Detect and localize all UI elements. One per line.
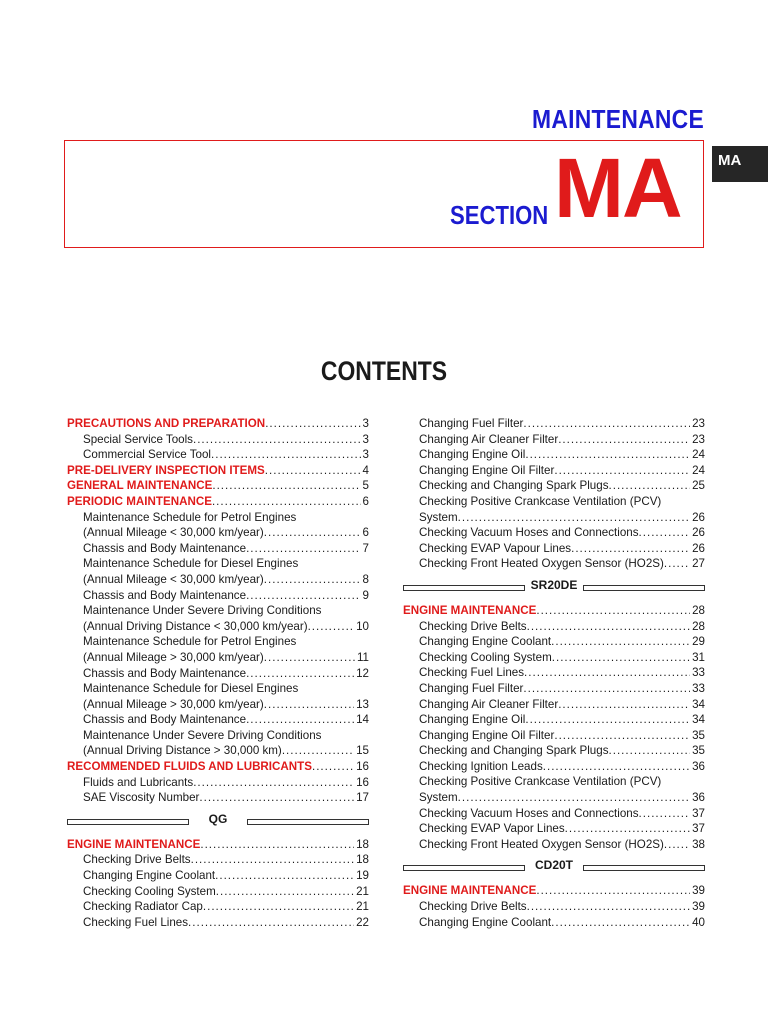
toc-entry-title: Changing Engine Oil Filter: [419, 463, 555, 477]
toc-entry-title: Checking Vacuum Hoses and Connections: [419, 526, 639, 540]
dot-leader: [525, 447, 690, 463]
toc-heading[interactable]: [403, 603, 705, 619]
toc-page-number: 4: [362, 463, 369, 477]
toc-entry[interactable]: [403, 728, 705, 744]
toc-entry-title: GENERAL MAINTENANCE: [67, 479, 213, 493]
dot-leader: [527, 899, 690, 915]
toc-entry-title: Changing Engine Oil Filter: [419, 728, 555, 742]
toc-page-number: 25: [692, 479, 705, 493]
toc-page-number: 5: [362, 479, 369, 493]
toc-page-number: 18: [356, 853, 369, 867]
toc-entry[interactable]: [403, 447, 705, 463]
toc-entry[interactable]: [67, 775, 369, 791]
toc-entry-title: Checking Radiator Cap: [83, 900, 203, 914]
toc-page-number: 6: [362, 494, 369, 508]
toc-heading[interactable]: [67, 837, 369, 853]
dot-leader: [246, 541, 360, 557]
toc-entry-title: (Annual Driving Distance < 30,000 km/year): [83, 619, 308, 633]
toc-page-number: 26: [692, 541, 705, 555]
dot-leader: [639, 525, 691, 541]
toc-page-number: 11: [356, 650, 369, 664]
toc-entry-title: Changing Engine Oil: [419, 713, 526, 727]
toc-page-number: 33: [692, 681, 705, 695]
dot-leader: [609, 478, 691, 494]
toc-entry[interactable]: [67, 915, 369, 931]
toc-page-number: 28: [692, 619, 705, 633]
toc-page-number: 21: [356, 884, 369, 898]
toc-entry-title: PRECAUTIONS AND PREPARATION: [67, 417, 266, 430]
toc-entry-title: Changing Fuel Filter: [419, 681, 524, 695]
toc-entry-title: Chassis and Body Maintenance: [83, 588, 247, 602]
contents-heading: CONTENTS: [320, 356, 448, 386]
toc-entry[interactable]: [403, 665, 705, 681]
toc-entry[interactable]: [67, 666, 369, 682]
toc-entry-title: Commercial Service Tool: [83, 448, 212, 462]
toc-entry: [403, 494, 705, 510]
toc-entry-title: Checking Drive Belts: [419, 619, 527, 633]
toc-entry-title: Checking Drive Belts: [83, 853, 191, 867]
dot-leader: [523, 416, 690, 432]
dot-leader: [551, 634, 690, 650]
dot-leader: [264, 697, 354, 713]
dot-leader: [664, 837, 690, 853]
dot-leader: [536, 603, 690, 619]
toc-entry-title: Maintenance Schedule for Diesel Engines: [83, 557, 299, 571]
dot-leader: [552, 650, 690, 666]
toc-page-number: 16: [356, 775, 369, 789]
toc-entry-title: SAE Viscosity Number: [83, 791, 200, 805]
toc-right-column: [403, 416, 705, 930]
toc-entry-title: Checking Front Heated Oxygen Sensor (HO2S): [419, 557, 664, 571]
toc-heading[interactable]: [67, 463, 369, 479]
toc-entry[interactable]: [403, 759, 705, 775]
toc-page-number: 37: [692, 806, 705, 820]
dot-leader: [216, 884, 354, 900]
dot-leader: [565, 821, 690, 837]
toc-entry-title: Changing Fuel Filter: [419, 417, 524, 430]
dot-leader: [203, 899, 354, 915]
toc-entry[interactable]: [403, 899, 705, 915]
toc-heading[interactable]: [403, 883, 705, 899]
toc-page-number: 9: [362, 588, 369, 602]
toc-entry[interactable]: [67, 790, 369, 806]
toc-entry-title: Checking Ignition Leads: [419, 759, 543, 773]
toc-entry-title: Checking Drive Belts: [419, 900, 527, 914]
dot-leader: [525, 712, 690, 728]
toc-entry-title: PERIODIC MAINTENANCE: [67, 494, 212, 508]
toc-entry[interactable]: [403, 541, 705, 557]
dot-leader: [200, 837, 354, 853]
toc-page-number: 23: [692, 417, 705, 430]
section-tab[interactable]: MA: [712, 146, 768, 182]
dot-leader: [554, 728, 690, 744]
toc-entry[interactable]: [403, 525, 705, 541]
toc-page-number: 15: [356, 744, 369, 758]
toc-entry: [67, 681, 369, 697]
toc-page-number: 8: [362, 572, 369, 586]
dot-leader: [212, 494, 361, 510]
toc-entry-title: RECOMMENDED FLUIDS AND LUBRICANTS: [67, 760, 312, 774]
toc-entry[interactable]: [403, 432, 705, 448]
toc-page-number: 34: [692, 697, 705, 711]
toc-entry[interactable]: [67, 650, 369, 666]
toc-page-number: 19: [356, 869, 369, 883]
toc-entry: [67, 603, 369, 619]
dot-leader: [558, 697, 690, 713]
toc-entry-title: Checking Cooling System: [419, 650, 552, 664]
dot-leader: [527, 619, 690, 635]
dot-leader: [609, 743, 691, 759]
toc-entry[interactable]: [403, 806, 705, 822]
toc-page-number: 26: [692, 526, 705, 540]
toc-page-number: 36: [692, 791, 705, 805]
section-code: MA: [554, 141, 681, 235]
toc-entry[interactable]: [67, 447, 369, 463]
toc-entry-title: Changing Engine Coolant: [419, 915, 552, 929]
toc-entry[interactable]: [403, 743, 705, 759]
toc-left-column: [67, 416, 369, 930]
toc-entry: [67, 510, 369, 526]
toc-entry-title: (Annual Mileage > 30,000 km/year): [83, 697, 264, 711]
toc-entry: [67, 634, 369, 650]
toc-entry-title: (Annual Mileage < 30,000 km/year): [83, 572, 264, 586]
dot-leader: [265, 416, 360, 432]
toc-entry-title: (Annual Driving Distance > 30,000 km): [83, 744, 282, 758]
toc-entry[interactable]: [403, 463, 705, 479]
toc-entry[interactable]: [403, 821, 705, 837]
dot-leader: [199, 790, 354, 806]
toc-page-number: 13: [356, 697, 369, 711]
toc-page-number: 39: [692, 900, 705, 914]
dot-leader: [215, 868, 354, 884]
toc-page-number: 38: [692, 837, 705, 851]
toc-entry-title: Changing Engine Coolant: [419, 635, 552, 649]
toc-entry-title: (Annual Mileage < 30,000 km/year): [83, 526, 264, 540]
toc-entry[interactable]: [403, 510, 705, 526]
toc-entry-title: Changing Air Cleaner Filter: [419, 697, 559, 711]
toc-entry-title: Checking Positive Crankcase Ventilation (PCV): [419, 775, 662, 789]
toc-heading[interactable]: [67, 478, 369, 494]
toc-entry-title: ENGINE MAINTENANCE: [67, 837, 201, 851]
toc-page-number: 27: [692, 557, 705, 571]
toc-page-number: 24: [692, 448, 705, 462]
engine-divider: [67, 811, 369, 827]
toc-page-number: 26: [692, 510, 705, 524]
toc-page-number: 29: [692, 635, 705, 649]
dot-leader: [246, 712, 354, 728]
toc-entry[interactable]: [67, 588, 369, 604]
toc-entry-title: Chassis and Body Maintenance: [83, 713, 247, 727]
toc-entry[interactable]: [67, 743, 369, 759]
toc-heading[interactable]: [67, 494, 369, 510]
toc-entry[interactable]: [67, 899, 369, 915]
toc-entry[interactable]: [403, 634, 705, 650]
toc-page-number: 14: [356, 713, 369, 727]
toc-page-number: 6: [362, 526, 369, 540]
toc-page-number: 31: [692, 650, 705, 664]
dot-leader: [524, 665, 690, 681]
dot-leader: [554, 463, 690, 479]
toc-entry-title: PRE-DELIVERY INSPECTION ITEMS: [67, 463, 265, 477]
toc-entry-title: System: [419, 791, 458, 805]
dot-leader: [212, 478, 360, 494]
dot-leader: [571, 541, 690, 557]
toc-entry: [403, 774, 705, 790]
toc-page-number: 24: [692, 463, 705, 477]
manual-title: MAINTENANCE: [532, 104, 704, 134]
dot-leader: [191, 852, 354, 868]
toc-entry[interactable]: [403, 478, 705, 494]
toc-page-number: 17: [356, 791, 369, 805]
toc-entry-title: Chassis and Body Maintenance: [83, 541, 247, 555]
toc-page-number: 40: [692, 915, 705, 929]
engine-divider: [403, 858, 705, 873]
toc-entry-title: Checking Vacuum Hoses and Connections: [419, 806, 639, 820]
toc-page-number: 37: [692, 822, 705, 836]
toc-entry-title: Maintenance Under Severe Driving Conditions: [83, 728, 322, 742]
dot-leader: [246, 588, 360, 604]
toc-entry-title: Maintenance Schedule for Petrol Engines: [83, 635, 297, 649]
toc-entry-title: Checking EVAP Vapor Lines: [419, 822, 565, 836]
toc-entry-title: ENGINE MAINTENANCE: [403, 884, 537, 898]
engine-label: QG: [208, 811, 228, 826]
toc-entry-title: Chassis and Body Maintenance: [83, 666, 247, 680]
toc-entry[interactable]: [67, 619, 369, 635]
toc-entry[interactable]: [67, 868, 369, 884]
toc-heading[interactable]: [67, 416, 369, 432]
toc-page-number: 33: [692, 666, 705, 680]
toc-page-number: 22: [356, 915, 369, 929]
dot-leader: [193, 775, 354, 791]
toc-entry-title: Maintenance Under Severe Driving Conditions: [83, 604, 322, 618]
toc-entry[interactable]: [403, 837, 705, 853]
toc-entry[interactable]: [403, 650, 705, 666]
toc-page-number: 23: [692, 432, 705, 446]
toc-page-number: 35: [692, 728, 705, 742]
dot-leader: [536, 883, 690, 899]
toc-entry[interactable]: [403, 712, 705, 728]
toc-entry-title: Checking Front Heated Oxygen Sensor (HO2S): [419, 837, 664, 851]
toc-page-number: 36: [692, 759, 705, 773]
toc-entry[interactable]: [67, 697, 369, 713]
toc-entry-title: Changing Engine Oil: [419, 448, 526, 462]
toc-page-number: 12: [356, 666, 369, 680]
toc-entry[interactable]: [67, 432, 369, 448]
section-label: SECTION: [450, 200, 549, 230]
dot-leader: [458, 510, 690, 526]
engine-label: CD20T: [534, 858, 573, 873]
toc-entry[interactable]: [67, 525, 369, 541]
toc-entry-title: ENGINE MAINTENANCE: [403, 603, 537, 617]
engine-divider: [403, 577, 705, 593]
toc-entry-title: Special Service Tools: [83, 432, 193, 446]
toc-entry-title: Checking and Changing Spark Plugs: [419, 744, 609, 758]
toc-page-number: 35: [692, 744, 705, 758]
toc-entry-title: Checking and Changing Spark Plugs: [419, 479, 609, 493]
toc-page-number: 3: [362, 417, 369, 430]
dot-leader: [211, 447, 361, 463]
dot-leader: [188, 915, 354, 931]
dot-leader: [551, 915, 690, 931]
toc-page-number: 7: [362, 541, 369, 555]
dot-leader: [639, 806, 691, 822]
toc-entry-title: Checking Fuel Lines: [83, 915, 189, 929]
toc-entry[interactable]: [67, 852, 369, 868]
dot-leader: [308, 619, 355, 635]
toc-heading[interactable]: [67, 759, 369, 775]
dot-leader: [312, 759, 354, 775]
dot-leader: [558, 432, 690, 448]
dot-leader: [282, 743, 354, 759]
engine-label: SR20DE: [530, 577, 578, 592]
toc-page-number: 39: [692, 884, 705, 898]
toc-entry-title: Checking EVAP Vapour Lines: [419, 541, 572, 555]
dot-leader: [264, 650, 355, 666]
toc-entry[interactable]: [403, 681, 705, 697]
toc-page-number: 3: [362, 432, 369, 446]
toc-entry[interactable]: [403, 619, 705, 635]
toc-entry[interactable]: [67, 712, 369, 728]
dot-leader: [264, 525, 361, 541]
toc-entry[interactable]: [403, 790, 705, 806]
toc-page-number: 34: [692, 713, 705, 727]
toc-entry[interactable]: [403, 697, 705, 713]
toc-entry-title: Checking Fuel Lines: [419, 666, 525, 680]
toc-entry[interactable]: [403, 416, 705, 432]
toc-entry: [67, 556, 369, 572]
toc-page-number: 18: [356, 837, 369, 851]
toc-entry[interactable]: [67, 884, 369, 900]
dot-leader: [264, 572, 361, 588]
dot-leader: [265, 463, 361, 479]
dot-leader: [664, 556, 690, 572]
dot-leader: [523, 681, 690, 697]
toc-entry[interactable]: [403, 915, 705, 931]
toc-entry-title: System: [419, 510, 458, 524]
toc-entry-title: (Annual Mileage > 30,000 km/year): [83, 650, 264, 664]
dot-leader: [246, 666, 354, 682]
toc-entry-title: Checking Positive Crankcase Ventilation (PCV): [419, 494, 662, 508]
dot-leader: [543, 759, 690, 775]
toc-page-number: 21: [356, 900, 369, 914]
toc-entry-title: Maintenance Schedule for Diesel Engines: [83, 682, 299, 696]
dot-leader: [193, 432, 361, 448]
toc-page-number: 28: [692, 603, 705, 617]
toc-entry[interactable]: [403, 556, 705, 572]
toc-page-number: 3: [362, 448, 369, 462]
toc-entry-title: Maintenance Schedule for Petrol Engines: [83, 510, 297, 524]
toc-entry[interactable]: [67, 572, 369, 588]
toc-entry: [67, 728, 369, 744]
toc-entry-title: Changing Engine Coolant: [83, 869, 216, 883]
dot-leader: [458, 790, 690, 806]
toc-entry[interactable]: [67, 541, 369, 557]
toc-entry-title: Checking Cooling System: [83, 884, 216, 898]
toc-entry-title: Changing Air Cleaner Filter: [419, 432, 559, 446]
toc-page-number: 16: [356, 760, 369, 774]
toc-page-number: 10: [356, 619, 369, 633]
toc-entry-title: Fluids and Lubricants: [83, 775, 194, 789]
